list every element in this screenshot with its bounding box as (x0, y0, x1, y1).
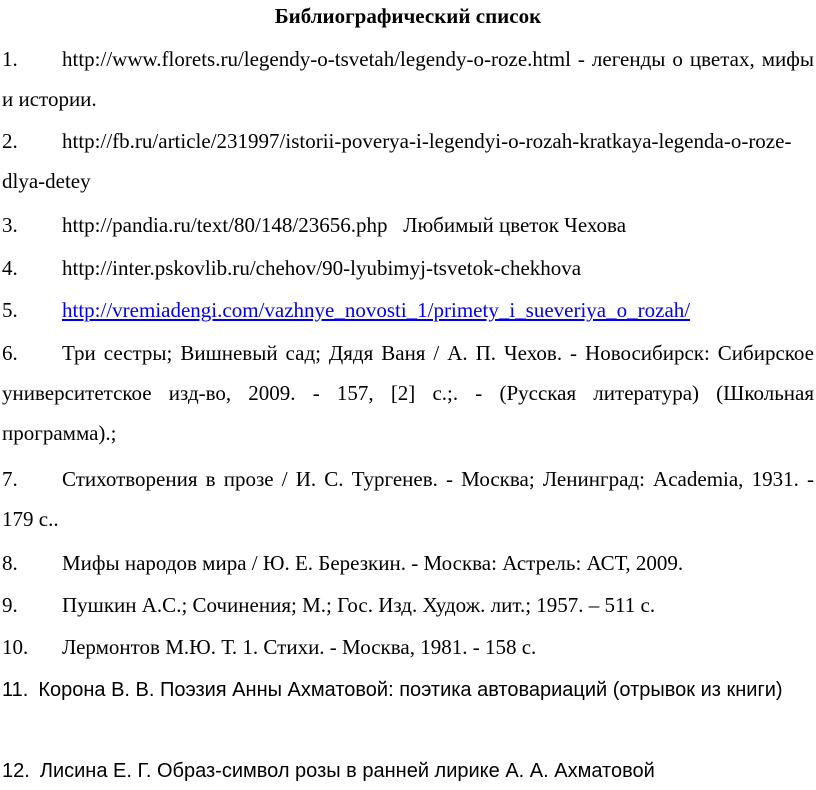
entry-number: 7. (2, 467, 18, 491)
entry-text: Три сестры; Вишневый сад; Дядя Ваня / А. П. Чехов. - Новосибирск: Сибирское университетское изд-во, 2009. - 157, [2] с.;. - (Русская литература) (Школьная программа).; (2, 341, 814, 445)
bibliography-entry-7 (2, 459, 814, 539)
entry-number: 4. (2, 256, 18, 280)
bibliography-entry-10 (2, 627, 814, 667)
entry-number: 2. (2, 129, 18, 153)
entry-text: Лисина Е. Г. Образ-символ розы в ранней лирике А. А. Ахматовой (39, 760, 655, 782)
entry-number: 6. (2, 341, 18, 365)
entry-number: 5. (2, 298, 18, 322)
page-title: Библиографический список (274, 4, 542, 28)
entry-number: 10. (2, 635, 29, 659)
bibliography-entry-9 (2, 585, 814, 625)
entry-number: 9. (2, 593, 18, 617)
bibliography-entry-4 (2, 248, 814, 288)
bibliography-entry-1 (2, 39, 814, 119)
bibliography-entry-2 (2, 121, 814, 201)
entry-number: 1. (2, 47, 18, 71)
entry-text: Стихотворения в прозе / И. С. Тургенев. - Москва; Ленинград: Academia, 1931. - 179 с.. (2, 467, 814, 531)
entry-text: Пушкин А.С.; Сочинения; М.; Гос. Изд. Худож. лит.; 1957. – 511 с. (62, 593, 656, 617)
entry-number: 11. (2, 679, 29, 701)
entry-text: http://pandia.ru/text/80/148/23656.php Любимый цветок Чехова (62, 213, 627, 237)
bibliography-entry-12 (2, 755, 814, 787)
entry-text: http://inter.pskovlib.ru/chehov/90-lyubimyj-tsvetok-chekhova (62, 256, 582, 280)
entry-text: Корона В. В. Поэзия Анны Ахматовой: поэтика автовариаций (отрывок из книги) (38, 679, 783, 701)
entry-number: 12. (2, 760, 30, 782)
entry-text: Лермонтов М.Ю. Т. 1. Стихи. - Москва, 1981. - 158 с. (62, 635, 537, 659)
bibliography-entry-3 (2, 205, 814, 245)
entry-text: http://www.florets.ru/legendy-o-tsvetah/legendy-o-roze.html - легенды о цветах, мифы и истории. (2, 47, 814, 111)
bibliography-entry-8 (2, 543, 814, 583)
entry-text: Мифы народов мира / Ю. Е. Березкин. - Москва: Астрель: АСТ, 2009. (62, 551, 684, 575)
entry-number: 3. (2, 213, 18, 237)
bibliography-entry-5 (2, 290, 814, 330)
entry-text: http://fb.ru/article/231997/istorii-poverya-i-legendyi-o-rozah-kratkaya-legenda-o-roze-dlya-detey (2, 129, 792, 193)
bibliography-entry-11 (2, 674, 814, 706)
entry-link[interactable]: http://vremiadengi.com/vazhnye_novosti_1/primety_i_sueveriya_o_rozah/ (62, 298, 691, 322)
entry-number: 8. (2, 551, 18, 575)
bibliography-entry-6 (2, 333, 814, 453)
